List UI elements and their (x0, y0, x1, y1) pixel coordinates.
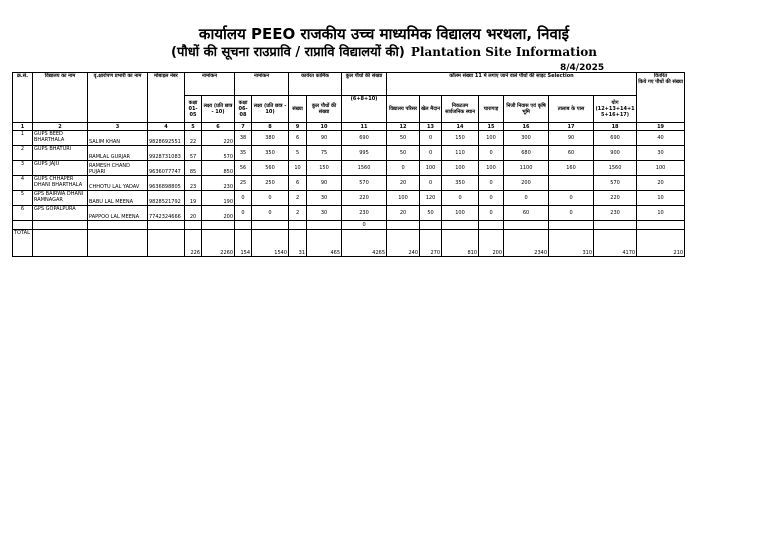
total-staff: 31 (289, 230, 307, 257)
header-pond: तालाब के पास (549, 96, 594, 123)
header-enrollment-upper: नामांकन (235, 73, 289, 96)
column-number: 7 (235, 123, 252, 131)
report-date: 8/4/2025 (560, 63, 605, 73)
cell-pasture: 0 (479, 206, 504, 221)
cell-play: 100 (420, 161, 442, 176)
total-private: 2340 (504, 230, 549, 257)
cell-pasture: 100 (479, 161, 504, 176)
cell-mobile: 9636077747 (148, 161, 185, 176)
cell-pond: 60 (549, 146, 594, 161)
total-pasture: 200 (479, 230, 504, 257)
cell-t15: 230 (202, 176, 235, 191)
cell-done: 20 (637, 176, 685, 191)
cell-splants: 30 (307, 191, 342, 206)
cell-mobile: 9928731083 (148, 146, 185, 161)
total-t68: 1540 (252, 230, 289, 257)
cell-teacher: CHHOTU LAL YADAV (88, 176, 148, 191)
cell-c68: 0 (235, 191, 252, 206)
column-number: 11 (342, 123, 387, 131)
cell-play: 0 (420, 146, 442, 161)
cell-c15: 85 (185, 161, 202, 176)
extra-row (13, 221, 685, 230)
cell-sn: 2 (13, 146, 33, 161)
cell-play: 120 (420, 191, 442, 206)
header-campus: विद्यालय परिसर (387, 96, 420, 123)
cell-private: 680 (504, 146, 549, 161)
header-formula: (6+8+10) (342, 96, 387, 123)
cell-school: GUPS JAJU (33, 161, 88, 176)
header-parent-land: निजी निवास एवं कृषि भूमि (504, 96, 549, 123)
cell-total: 230 (342, 206, 387, 221)
cell-sum: 900 (594, 146, 637, 161)
cell-public: 100 (442, 206, 479, 221)
total-staff-plants: 465 (307, 230, 342, 257)
cell-public: 350 (442, 176, 479, 191)
cell-school: GUPS BHATURI (33, 146, 88, 161)
cell-campus: 20 (387, 206, 420, 221)
cell-school: GUPS CHHAPER DHANI BHARTHALA (33, 176, 88, 191)
cell-teacher: SALIM KHAN (88, 131, 148, 146)
total-pond: 310 (549, 230, 594, 257)
cell-pasture: 100 (479, 131, 504, 146)
cell-mobile: 9636898805 (148, 176, 185, 191)
cell-t15: 220 (202, 131, 235, 146)
total-public: 810 (442, 230, 479, 257)
table-body (13, 131, 685, 221)
cell-total: 570 (342, 176, 387, 191)
cell-done: 100 (637, 161, 685, 176)
table-row (13, 161, 685, 176)
cell-campus: 50 (387, 131, 420, 146)
plantation-table (12, 72, 685, 257)
column-number-row (13, 123, 685, 131)
total-row (13, 230, 685, 257)
header-row-1 (13, 73, 685, 96)
cell-pond: 90 (549, 131, 594, 146)
column-number: 2 (33, 123, 88, 131)
header-playground: खेल मैदान (420, 96, 442, 123)
cell-sn: 4 (13, 176, 33, 191)
cell-c15: 22 (185, 131, 202, 146)
cell-mobile: 9828521792 (148, 191, 185, 206)
column-number: 6 (202, 123, 235, 131)
cell-teacher: RAMESH CHAND PUJARI (88, 161, 148, 176)
cell-private: 200 (504, 176, 549, 191)
column-number: 14 (442, 123, 479, 131)
cell-campus: 50 (387, 146, 420, 161)
cell-mobile: 7742324666 (148, 206, 185, 221)
total-playground: 270 (420, 230, 442, 257)
column-number: 15 (479, 123, 504, 131)
cell-splants: 150 (307, 161, 342, 176)
cell-t15: 850 (202, 161, 235, 176)
column-number: 3 (88, 123, 148, 131)
cell-c15: 19 (185, 191, 202, 206)
column-number: 19 (637, 123, 685, 131)
cell-teacher: BABU LAL MEENA (88, 191, 148, 206)
cell-done: 10 (637, 206, 685, 221)
column-number: 17 (549, 123, 594, 131)
cell-teacher: PAPPOO LAL MEENA (88, 206, 148, 221)
cell-public: 0 (442, 191, 479, 206)
total-label: TOTAL (13, 230, 33, 257)
header-staff: कार्यरत कार्मिक (289, 73, 342, 96)
header-total-plants: कुल पौधों की संख्या (342, 73, 387, 96)
cell-staff: 2 (289, 206, 307, 221)
cell-c15: 23 (185, 176, 202, 191)
cell-c15: 20 (185, 206, 202, 221)
cell-c68: 35 (235, 146, 252, 161)
header-school: विद्यालय का नाम (33, 73, 88, 123)
header-mobile: मोबाइल नंबर (148, 73, 185, 123)
cell-mobile: 9828692551 (148, 131, 185, 146)
cell-done: 10 (637, 191, 685, 206)
table-row (13, 131, 685, 146)
header-public-place: निकटतम सार्वजनिक स्थान (442, 96, 479, 123)
cell-sum: 230 (594, 206, 637, 221)
total-t15: 2260 (202, 230, 235, 257)
cell-total: 1560 (342, 161, 387, 176)
header-class-6-8: कक्षा 06-08 (235, 96, 252, 123)
cell-play: 0 (420, 176, 442, 191)
subtitle-hindi: (पौधों की सूचना राउप्रावि / राप्रावि विद्यालयों की) (171, 45, 405, 60)
cell-staff: 2 (289, 191, 307, 206)
cell-play: 0 (420, 131, 442, 146)
cell-school: GPS BAIRWA DHANI RAMNAGAR (33, 191, 88, 206)
cell-splants: 30 (307, 206, 342, 221)
cell-play: 50 (420, 206, 442, 221)
cell-private: 0 (504, 191, 549, 206)
cell-public: 110 (442, 146, 479, 161)
column-number: 10 (307, 123, 342, 131)
cell-done: 40 (637, 131, 685, 146)
cell-sn: 1 (13, 131, 33, 146)
cell-c15: 57 (185, 146, 202, 161)
column-number: 9 (289, 123, 307, 131)
cell-splants: 90 (307, 176, 342, 191)
cell-sum: 220 (594, 191, 637, 206)
column-number: 8 (252, 123, 289, 131)
cell-pond: 0 (549, 206, 594, 221)
subtitle-english: Plantation Site Information (410, 45, 597, 59)
cell-t15: 200 (202, 206, 235, 221)
cell-t15: 190 (202, 191, 235, 206)
cell-staff: 6 (289, 176, 307, 191)
cell-sn: 6 (13, 206, 33, 221)
cell-private: 1100 (504, 161, 549, 176)
cell-private: 300 (504, 131, 549, 146)
header-enrollment-primary: नामांकन (185, 73, 235, 96)
header-target-1-5: लक्ष्य (प्रति छात्र - 10) (202, 96, 235, 123)
cell-pasture: 0 (479, 146, 504, 161)
total-plants: 4265 (342, 230, 387, 257)
header-class-1-5: कक्षा 01-05 (185, 96, 202, 123)
cell-staff: 5 (289, 146, 307, 161)
cell-c68: 0 (235, 206, 252, 221)
extra-zero-cell: 0 (342, 221, 387, 230)
cell-t68: 380 (252, 131, 289, 146)
cell-sum: 1560 (594, 161, 637, 176)
page-subtitle (0, 42, 768, 60)
cell-private: 60 (504, 206, 549, 221)
header-site-selection: कॉलम संख्या 11 में लगाए जाने वाले पौधों की साइट Selection (387, 73, 637, 96)
cell-campus: 20 (387, 176, 420, 191)
cell-public: 150 (442, 131, 479, 146)
cell-pond: 0 (549, 191, 594, 206)
header-teacher: वृ.क्षारोपण प्रभारी का नाम (88, 73, 148, 123)
cell-sn: 3 (13, 161, 33, 176)
column-number: 18 (594, 123, 637, 131)
header-staff-count: संख्या (289, 96, 307, 123)
table-row (13, 146, 685, 161)
cell-sn: 5 (13, 191, 33, 206)
total-c68: 154 (235, 230, 252, 257)
cell-pasture: 0 (479, 176, 504, 191)
cell-t68: 250 (252, 176, 289, 191)
cell-total: 995 (342, 146, 387, 161)
cell-c68: 38 (235, 131, 252, 146)
cell-t68: 350 (252, 146, 289, 161)
header-target-6-8: लक्ष्य (प्रति छात्र - 10) (252, 96, 289, 123)
cell-t68: 0 (252, 206, 289, 221)
cell-total: 220 (342, 191, 387, 206)
page-title: कार्यालय PEEO राजकीय उच्च माध्यमिक विद्यालय भरथला, निवाई (198, 25, 570, 43)
header-serial: क्र.सं. (13, 73, 33, 123)
column-number: 13 (420, 123, 442, 131)
column-number: 12 (387, 123, 420, 131)
total-sum: 4170 (594, 230, 637, 257)
cell-c68: 56 (235, 161, 252, 176)
header-planted-label: किये गए पौधों की संख्या (638, 79, 683, 85)
cell-school: GPS GOPALPURA (33, 206, 88, 221)
cell-t68: 560 (252, 161, 289, 176)
cell-public: 100 (442, 161, 479, 176)
cell-pasture: 0 (479, 191, 504, 206)
total-c15: 226 (185, 230, 202, 257)
header-pasture: चारागाह (479, 96, 504, 123)
column-number: 1 (13, 123, 33, 131)
cell-staff: 6 (289, 131, 307, 146)
cell-pond: 160 (549, 161, 594, 176)
header-staff-plants: कुल पौधों की संख्या (307, 96, 342, 123)
cell-campus: 0 (387, 161, 420, 176)
cell-campus: 100 (387, 191, 420, 206)
cell-sum: 690 (594, 131, 637, 146)
header-sum: योग (12+13+14+15+16+17) (594, 96, 637, 123)
table-row (13, 191, 685, 206)
header-planted-prefix: वितरित (654, 73, 668, 79)
cell-c68: 25 (235, 176, 252, 191)
cell-t68: 0 (252, 191, 289, 206)
column-number: 16 (504, 123, 549, 131)
cell-splants: 75 (307, 146, 342, 161)
table-row (13, 176, 685, 191)
total-campus: 240 (387, 230, 420, 257)
column-number: 4 (148, 123, 185, 131)
cell-pond (549, 176, 594, 191)
cell-t15: 570 (202, 146, 235, 161)
cell-staff: 10 (289, 161, 307, 176)
cell-teacher: RAMLAL GURJAR (88, 146, 148, 161)
cell-school: GUPS BEED BHARTHALA (33, 131, 88, 146)
cell-done: 30 (637, 146, 685, 161)
cell-total: 690 (342, 131, 387, 146)
total-planted: 210 (637, 230, 685, 257)
cell-splants: 90 (307, 131, 342, 146)
table-row (13, 206, 685, 221)
column-number: 5 (185, 123, 202, 131)
header-planted (637, 73, 685, 123)
cell-sum: 570 (594, 176, 637, 191)
